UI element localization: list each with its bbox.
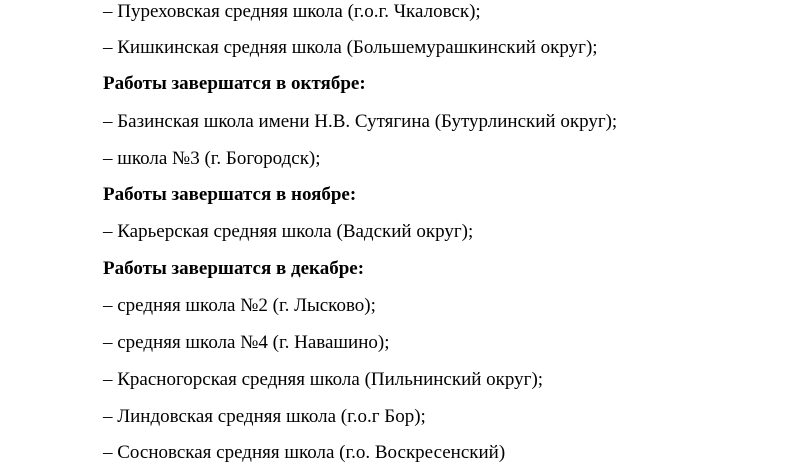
list-item: – Красногорская средняя школа (Пильнинский округ); [103, 369, 544, 390]
list-item: – Сосновская средняя школа (г.о. Воскресенский) [103, 442, 506, 463]
list-item: – Кишкинская средняя школа (Большемурашкинский округ); [103, 37, 598, 58]
list-item: – Базинская школа имени Н.В. Сутягина (Бутурлинский округ); [103, 111, 618, 132]
section-heading: Работы завершатся в ноябре: [103, 184, 357, 205]
list-item: – школа №3 (г. Богородск); [103, 148, 321, 169]
section-heading: Работы завершатся в октябре: [103, 73, 366, 94]
list-item: – Карьерская средняя школа (Вадский округ); [103, 221, 474, 242]
section-heading: Работы завершатся в декабре: [103, 258, 365, 279]
list-item: – средняя школа №4 (г. Навашино); [103, 332, 390, 353]
list-item: – Линдовская средняя школа (г.о.г Бор); [103, 406, 426, 427]
list-item: – Пуреховская средняя школа (г.о.г. Чкаловск); [103, 1, 481, 22]
list-item: – средняя школа №2 (г. Лысково); [103, 295, 376, 316]
